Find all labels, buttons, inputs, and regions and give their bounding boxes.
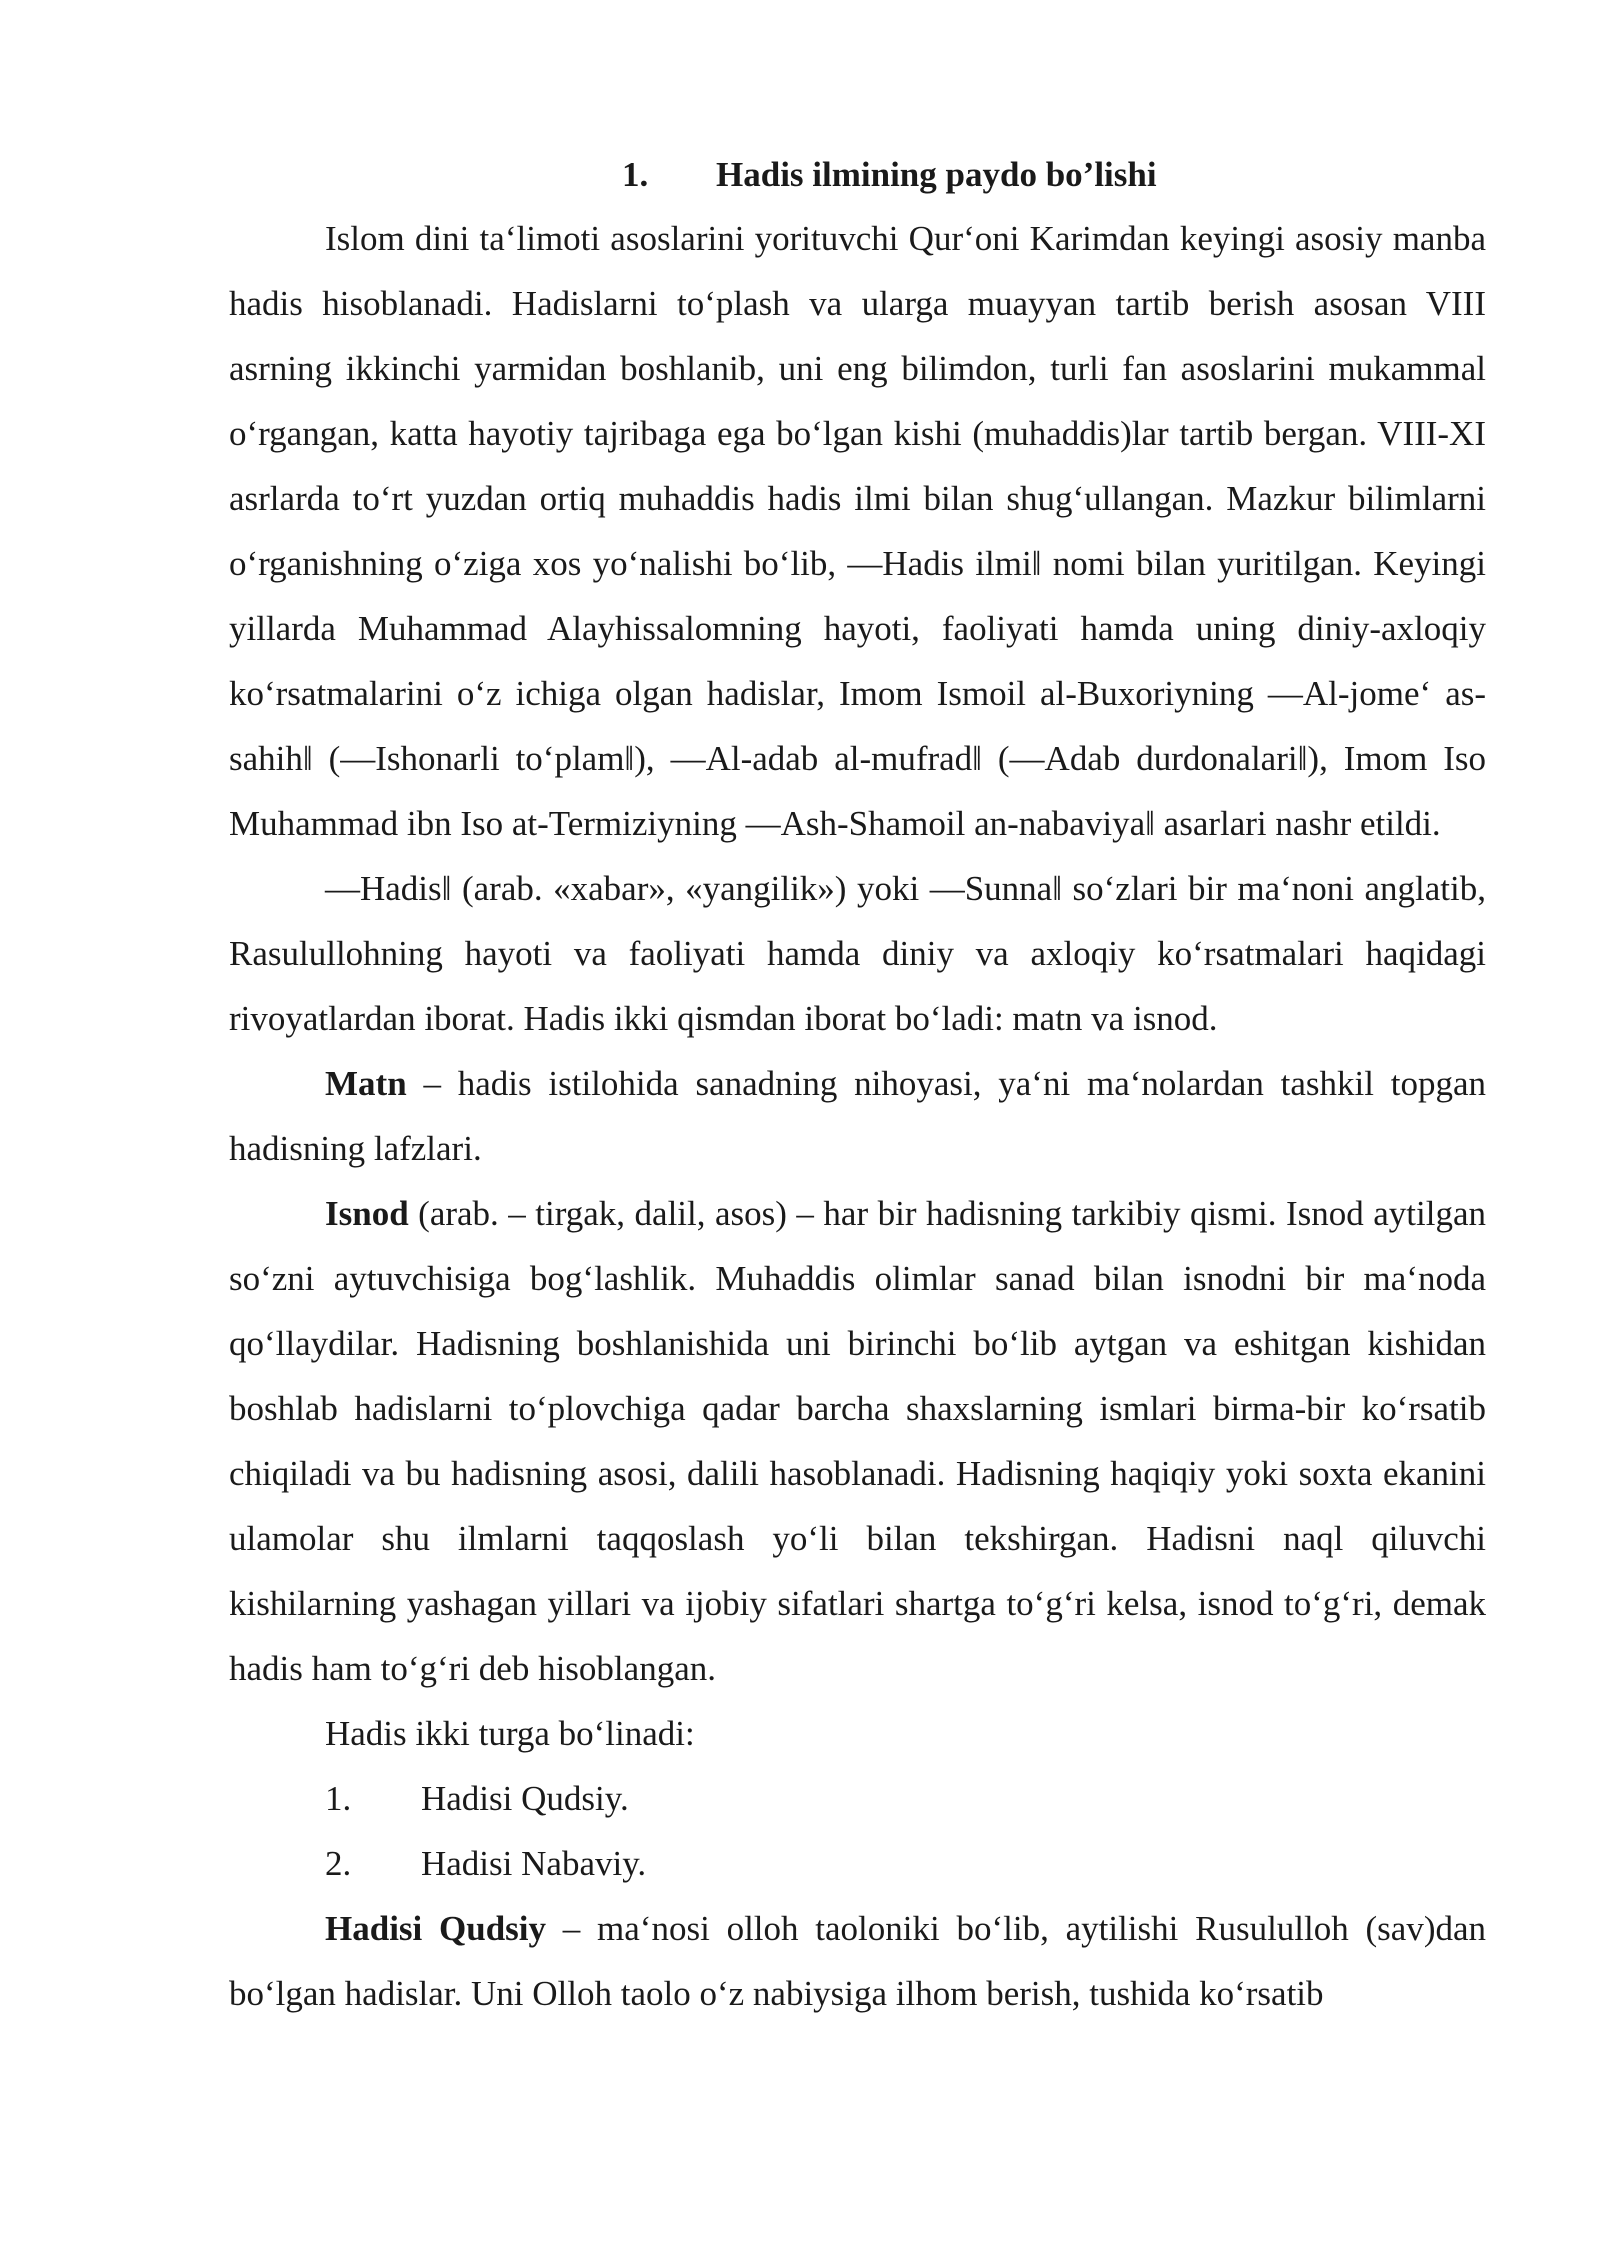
paragraph-hadis-types: Hadis ikki turga bo‘linadi: bbox=[325, 1714, 695, 1753]
paragraph-hadis-definition: ―Hadis‖ (arab. «xabar», «yangilik») yoki ―Sunna‖ so‘zlari bir ma‘noni anglatib, Rasulullohning hayoti va faoliyati hamda diniy va axloqiy ko‘rsatmalari haqidagi rivoyatlardan iborat. Hadis ikki qismdan iborat bo‘ladi: matn va isnod. bbox=[229, 869, 1486, 1038]
section-title: Hadis ilmining paydo bo’lishi bbox=[716, 155, 1157, 194]
list-item-number: 2. bbox=[325, 1844, 352, 1883]
list-item bbox=[229, 1766, 1486, 1831]
term-isnod: Isnod bbox=[325, 1194, 409, 1233]
paragraph-hadisi-qudsiy bbox=[229, 1896, 1486, 2026]
paragraph-isnod bbox=[229, 1181, 1486, 1701]
section-number: 1. bbox=[622, 155, 649, 194]
isnod-definition: (arab. – tirgak, dalil, asos) – har bir hadisning tarkibiy qismi. Isnod aytilgan so‘zni aytuvchisiga bog‘lashlik. Muhaddis olimlar sanad bilan isnodni bir ma‘noda qo‘llaydilar. Hadisning boshlanishida uni birinchi bo‘lib aytgan va eshitgan kishidan boshlab hadislarni to‘plovchiga qadar barcha shaxslarning ismlari birma-bir ko‘rsatib chiqiladi va bu hadisning asosi, dalili hasoblanadi. Hadisning haqiqiy yoki soxta ekanini ulamolar shu ilmlarni taqqoslash yo‘li bilan tekshirgan. Hadisni naql qiluvchi kishilarning yashagan yillari va ijobiy sifatlari shartga to‘g‘ri kelsa, isnod to‘g‘ri, demak hadis ham to‘g‘ri deb hisoblangan. bbox=[229, 1194, 1486, 1688]
hadisi-qudsiy-definition: – ma‘nosi olloh taoloniki bo‘lib, aytilishi Rusululloh (sav)dan bo‘lgan hadislar. Uni Olloh taolo o‘z nabiysiga ilhom berish, tushida ko‘rsatib bbox=[229, 1909, 1487, 2013]
term-hadisi-qudsiy: Hadisi Qudsiy bbox=[325, 1909, 547, 1948]
list-item-text: Hadisi Nabaviy. bbox=[421, 1844, 647, 1883]
list-item bbox=[229, 1831, 1486, 1896]
section-heading bbox=[229, 150, 1486, 200]
list-item-text: Hadisi Qudsiy. bbox=[421, 1779, 629, 1818]
document-body bbox=[229, 150, 1486, 2026]
matn-definition: – hadis istilohida sanadning nihoyasi, ya‘ni ma‘nolardan tashkil topgan hadisning lafzlari. bbox=[229, 1064, 1486, 1168]
paragraph-matn bbox=[229, 1051, 1486, 1181]
paragraph-intro: Islom dini ta‘limoti asoslarini yorituvchi Qur‘oni Karimdan keyingi asosiy manba hadis hisoblanadi. Hadislarni to‘plash va ularga muayyan tartib berish asosan VIII asrning ikkinchi yarmidan boshlanib, uni eng bilimdon, turli fan asoslarini mukammal o‘rgangan, katta hayotiy tajribaga ega bo‘lgan kishi (muhaddis)lar tartib bergan. VIII-XI asrlarda to‘rt yuzdan ortiq muhaddis hadis ilmi bilan shug‘ullangan. Mazkur bilimlarni o‘rganishning o‘ziga xos yo‘nalishi bo‘lib, ―Hadis ilmi‖ nomi bilan yuritilgan. Keyingi yillarda Muhammad Alayhissalomning hayoti, faoliyati hamda uning diniy-axloqiy ko‘rsatmalarini o‘z ichiga olgan hadislar, Imom Ismoil al-Buxoriyning ―Al-jome‘ as-sahih‖ (―Ishonarli to‘plam‖), ―Al-adab al-mufrad‖ (―Adab durdonalari‖), Imom Iso Muhammad ibn Iso at-Termiziyning ―Ash-Shamoil an-nabaviya‖ asarlari nashr etildi. bbox=[229, 219, 1486, 843]
list-item-number: 1. bbox=[325, 1779, 352, 1818]
term-matn: Matn bbox=[325, 1064, 407, 1103]
